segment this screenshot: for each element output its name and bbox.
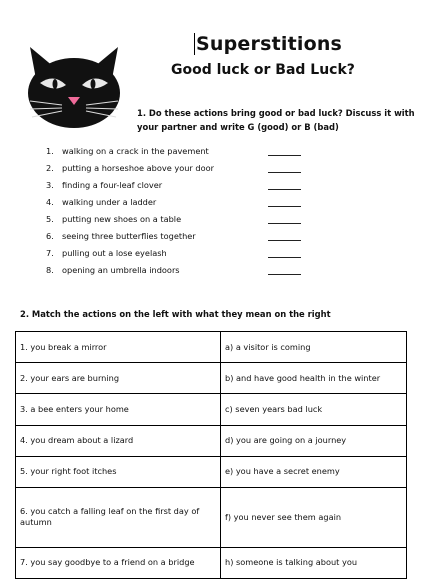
action-cell: 7. you say goodbye to a friend on a bridge [16, 547, 221, 578]
meaning-cell: h) someone is talking about you [221, 547, 407, 578]
question-1-prompt: 1. Do these actions bring good or bad luck? Discuss it with your partner and write G (good) or B (bad) [137, 108, 415, 132]
list-item-number: 3. [46, 180, 54, 190]
list-item-text: walking under a ladder [62, 197, 157, 207]
table-row [16, 547, 407, 578]
answer-blank[interactable] [268, 214, 301, 224]
answer-blank[interactable] [268, 231, 301, 241]
list-item [46, 231, 406, 248]
list-item-number: 8. [46, 265, 54, 275]
action-cell: 4. you dream about a lizard [16, 425, 221, 456]
table-row [16, 425, 407, 456]
list-item [46, 180, 406, 197]
list-item [46, 265, 406, 282]
meaning-cell: a) a visitor is coming [221, 332, 407, 363]
answer-blank[interactable] [268, 265, 301, 275]
list-item-text: walking on a crack in the pavement [62, 146, 209, 156]
meaning-cell: d) you are going on a journey [221, 425, 407, 456]
table-row [16, 332, 407, 363]
list-item [46, 248, 406, 265]
answer-blank[interactable] [268, 248, 301, 258]
list-item [46, 197, 406, 214]
question-1-list [46, 146, 406, 282]
question-2-prompt: 2. Match the actions on the left with what they mean on the right [20, 309, 331, 319]
answer-blank[interactable] [268, 146, 301, 156]
table-row [16, 363, 407, 394]
list-item-number: 1. [46, 146, 54, 156]
list-item [46, 163, 406, 180]
answer-blank[interactable] [268, 163, 301, 173]
list-item-text: finding a four-leaf clover [62, 180, 163, 190]
list-item-number: 7. [46, 248, 54, 258]
list-item-number: 2. [46, 163, 54, 173]
meaning-cell: f) you never see them again [221, 487, 407, 547]
list-item-number: 6. [46, 231, 54, 241]
meaning-cell: b) and have good health in the winter [221, 363, 407, 394]
action-cell: 3. a bee enters your home [16, 394, 221, 425]
black-cat-illustration [22, 45, 126, 130]
action-cell: 2. your ears are burning [16, 363, 221, 394]
list-item [46, 146, 406, 163]
action-cell: 5. your right foot itches [16, 456, 221, 487]
page-title: Superstitions [196, 33, 343, 55]
list-item-text: pulling out a lose eyelash [62, 248, 167, 258]
matching-table [15, 331, 407, 579]
table-row [16, 456, 407, 487]
list-item-number: 4. [46, 197, 54, 207]
cat-icon [22, 45, 126, 130]
table-row [16, 487, 407, 547]
table-row [16, 394, 407, 425]
list-item-number: 5. [46, 214, 54, 224]
action-cell: 6. you catch a falling leaf on the first day of autumn [16, 487, 221, 547]
meaning-cell: c) seven years bad luck [221, 394, 407, 425]
list-item-text: opening an umbrella indoors [62, 265, 180, 275]
action-cell: 1. you break a mirror [16, 332, 221, 363]
answer-blank[interactable] [268, 197, 301, 207]
meaning-cell: e) you have a secret enemy [221, 456, 407, 487]
list-item-text: seeing three butterflies together [62, 231, 196, 241]
list-item [46, 214, 406, 231]
list-item-text: putting a horseshoe above your door [62, 163, 214, 173]
page-subtitle: Good luck or Bad Luck? [171, 62, 355, 78]
list-item-text: putting new shoes on a table [62, 214, 182, 224]
answer-blank[interactable] [268, 180, 301, 190]
